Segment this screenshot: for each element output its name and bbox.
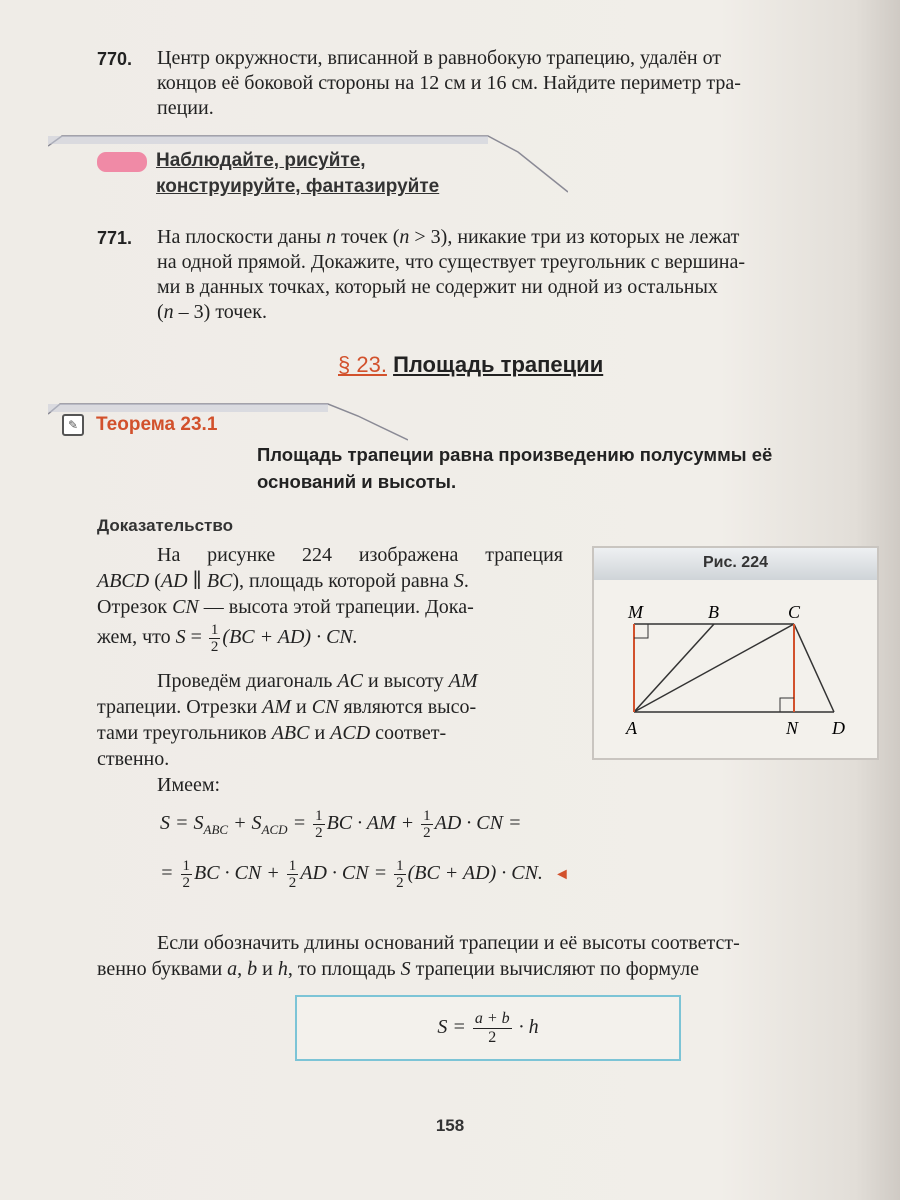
math: ABCD bbox=[97, 570, 150, 592]
text: > 3), никакие три из которых не лежат bbox=[409, 226, 740, 248]
diagonal-AC bbox=[634, 624, 794, 712]
text: точек ( bbox=[336, 226, 400, 248]
math: S = S bbox=[160, 812, 204, 834]
text: и bbox=[291, 696, 312, 718]
text: — высота этой трапеции. Дока- bbox=[198, 596, 474, 618]
math: S bbox=[453, 570, 464, 592]
proof-line: Имеем: bbox=[157, 774, 221, 796]
text: трапеции. Отрезки bbox=[97, 696, 263, 718]
side-CD bbox=[794, 624, 834, 712]
proof-line bbox=[97, 568, 563, 594]
problem-line bbox=[157, 300, 872, 325]
denominator: 2 bbox=[315, 824, 323, 841]
label-N: N bbox=[786, 718, 799, 738]
label-D: D bbox=[832, 718, 845, 738]
theorem-statement bbox=[257, 441, 877, 495]
proof-paragraph-1 bbox=[97, 542, 563, 655]
text: ∥ bbox=[187, 570, 207, 592]
paragraph-mark: § 23. bbox=[338, 352, 387, 377]
numerator: 1 bbox=[315, 807, 323, 824]
denominator: 2 bbox=[288, 874, 297, 891]
after-line: Если обозначить длины оснований трапеции и её высоты соответст- bbox=[157, 932, 740, 954]
text: и bbox=[257, 958, 278, 980]
trapezoid-diagram bbox=[594, 580, 877, 756]
numerator: 1 bbox=[288, 857, 297, 874]
text: , то площадь bbox=[287, 958, 401, 980]
math: AD bbox=[160, 570, 188, 592]
text: На плоскости даны bbox=[157, 226, 327, 248]
math: S = bbox=[437, 1016, 471, 1038]
theorem-line: Площадь трапеции равна произведению полусуммы её bbox=[257, 444, 773, 465]
var-n: n bbox=[163, 301, 174, 323]
section-header-title bbox=[156, 148, 439, 200]
text: тами треугольников bbox=[97, 722, 272, 744]
text: ), площадь которой равна bbox=[232, 570, 454, 592]
problem-line: ми в данных точках, который не содержит ни одной из остальных bbox=[157, 276, 718, 298]
equation-line-1 bbox=[160, 806, 521, 847]
problem-line: концов её боковой стороны на 12 см и 16 см. Найдите периметр тра- bbox=[157, 72, 741, 94]
label-M: M bbox=[628, 602, 643, 622]
math: AM bbox=[448, 670, 478, 692]
text: Отрезок bbox=[97, 596, 173, 618]
text: соответ- bbox=[370, 722, 447, 744]
text: . bbox=[463, 570, 469, 592]
math: a bbox=[227, 958, 238, 980]
text: трапеции вычисляют по формуле bbox=[410, 958, 699, 980]
math: BC bbox=[206, 570, 233, 592]
text: Проведём диагональ bbox=[157, 670, 338, 692]
numerator: a + b bbox=[474, 1009, 510, 1027]
equation-line-2 bbox=[160, 856, 570, 892]
math: AC bbox=[337, 670, 363, 692]
paragraph-title bbox=[338, 351, 603, 379]
right-angle-M bbox=[634, 624, 648, 638]
text: – 3) точек. bbox=[173, 301, 267, 323]
proof-line bbox=[97, 668, 563, 694]
numerator: 1 bbox=[423, 807, 431, 824]
text: и bbox=[309, 722, 331, 744]
math: AD · CN = bbox=[434, 812, 522, 834]
math: S bbox=[175, 626, 186, 649]
label-C: C bbox=[788, 602, 801, 622]
text: ( bbox=[157, 301, 164, 323]
fraction-half bbox=[287, 858, 299, 891]
qed-marker: ◄ bbox=[553, 866, 570, 883]
math: h bbox=[277, 958, 288, 980]
page-number: 158 bbox=[435, 1116, 465, 1135]
proof-line: ственно. bbox=[97, 748, 170, 770]
problem-number: 771. bbox=[97, 228, 133, 248]
denominator: 2 bbox=[423, 824, 431, 841]
after-paragraph bbox=[97, 930, 872, 982]
fraction-half bbox=[421, 808, 433, 841]
math: CN bbox=[311, 696, 339, 718]
problem-number: 770. bbox=[97, 49, 133, 69]
math: ACD bbox=[330, 722, 371, 744]
proof-paragraph-2 bbox=[97, 668, 563, 798]
after-line bbox=[97, 956, 872, 982]
problem-line: пеции. bbox=[157, 97, 214, 119]
text: венно буквами bbox=[97, 958, 228, 980]
proof-line bbox=[97, 594, 563, 620]
proof-line bbox=[97, 720, 563, 746]
pencil-icon: ✎ bbox=[62, 414, 84, 436]
formula-box bbox=[295, 995, 681, 1061]
math: b bbox=[247, 958, 258, 980]
var-n: n bbox=[326, 226, 337, 248]
math: AM bbox=[262, 696, 292, 718]
math: · h bbox=[513, 1016, 539, 1038]
numerator: 1 bbox=[182, 857, 190, 874]
text: = bbox=[185, 626, 207, 649]
proof-line bbox=[97, 694, 563, 720]
text: ( bbox=[149, 570, 161, 592]
side-AB bbox=[634, 624, 714, 712]
subscript: ABC bbox=[203, 822, 229, 837]
text: являются высо- bbox=[338, 696, 477, 718]
fraction-half bbox=[394, 858, 406, 891]
math: BC · AM + bbox=[326, 812, 420, 834]
right-angle-N bbox=[780, 698, 794, 712]
paragraph-name: Площадь трапеции bbox=[393, 352, 604, 377]
subscript: ACD bbox=[261, 822, 288, 837]
section-header-line1: Наблюдайте, рисуйте, bbox=[156, 150, 366, 171]
formula-fraction bbox=[473, 1010, 512, 1047]
math: = bbox=[160, 862, 179, 884]
math: = bbox=[287, 812, 312, 834]
area-formula bbox=[297, 1007, 679, 1047]
numerator: 1 bbox=[396, 857, 404, 874]
figure-224 bbox=[592, 546, 879, 760]
proof-heading: Доказательство bbox=[97, 516, 233, 535]
math: (BC + AD) · CN. bbox=[222, 626, 358, 649]
denominator: 2 bbox=[488, 1028, 497, 1046]
theorem-label: Теорема 23.1 bbox=[96, 414, 218, 435]
fraction-half bbox=[313, 808, 325, 841]
section-header-line2: конструируйте, фантазируйте bbox=[156, 176, 440, 197]
pink-marker-icon bbox=[97, 152, 147, 172]
denominator: 2 bbox=[182, 874, 190, 891]
math: BC · CN + bbox=[194, 862, 285, 884]
fraction-half bbox=[181, 858, 193, 891]
math: CN bbox=[172, 596, 199, 618]
theorem-line: оснований и высоты. bbox=[257, 471, 457, 492]
text: и высоту bbox=[362, 670, 449, 692]
proof-line: На рисунке 224 изображена трапеция bbox=[157, 544, 563, 566]
var-n: n bbox=[399, 226, 410, 248]
math: (BC + AD) · CN. bbox=[407, 862, 543, 884]
problem-line: Центр окружности, вписанной в равнобокую трапецию, удалён от bbox=[157, 47, 722, 69]
math: ABC bbox=[271, 722, 310, 744]
label-B: B bbox=[708, 602, 719, 622]
fraction-half bbox=[209, 622, 221, 655]
label-A: A bbox=[626, 718, 637, 738]
math: + S bbox=[228, 812, 262, 834]
math: S bbox=[400, 958, 411, 980]
math: AD · CN = bbox=[300, 862, 393, 884]
denominator: 2 bbox=[396, 874, 404, 891]
proof-line bbox=[97, 622, 563, 655]
text: , bbox=[237, 958, 248, 980]
text: жем, что bbox=[97, 626, 176, 649]
denominator: 2 bbox=[210, 639, 219, 655]
problem-line: на одной прямой. Докажите, что существует треугольник с вершина- bbox=[157, 251, 746, 273]
figure-caption: Рис. 224 bbox=[594, 548, 877, 580]
problem-line bbox=[157, 225, 872, 250]
numerator: 1 bbox=[210, 622, 219, 638]
